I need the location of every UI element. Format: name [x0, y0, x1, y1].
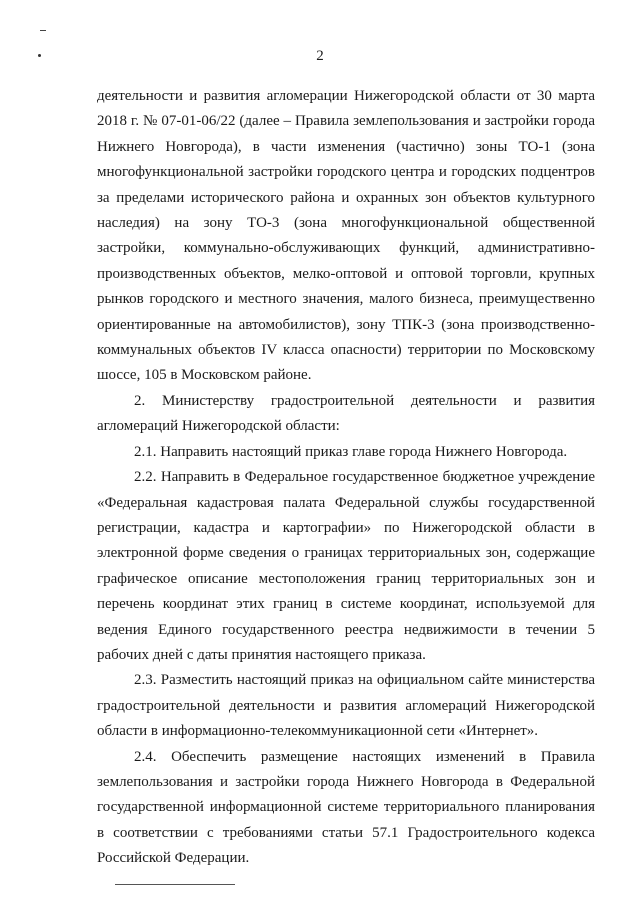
paragraph-continuation: деятельности и развития агломерации Нижегородской области от 30 марта 2018 г. № 07-01-06/22 (далее – Правила землепользования и застройки города Нижнего Новгорода), в части изменения (частично) зоны ТО-1 (зона многофункциональной застройки городского центра и городских подцентров за пределами исторического района и охранных зон объектов культурного наследия) на зону ТО-3 (зона многофункциональной общественной застройки, коммунально-обслуживающих функций, административно-производственных объектов, мелко-оптовой и оптовой торговли, крупных рынков городского и местного значения, малого бизнеса, преимущественно ориентированные на автомобилистов), зону ТПК-3 (зона производственно-коммунальных объектов IV класса опасности) территории по Московскому шоссе, 105 в Московском районе. — [97, 88, 595, 384]
paragraph-item-2: 2. Министерству градостроительной деятельности и развития агломераций Нижегородской области: — [97, 392, 595, 435]
footer-divider — [115, 884, 235, 885]
paragraph-item-2-4: 2.4. Обеспечить размещение настоящих изменений в Правила землепользования и застройки города Нижнего Новгорода в Федеральной государственной информационной системе территориального планирования в соответствии с требованиями статьи 57.1 Градостроительного кодекса Российской Федерации. — [97, 748, 595, 867]
paragraph-item-2-1: 2.1. Направить настоящий приказ главе города Нижнего Новгорода. — [134, 443, 568, 460]
paragraph-item-2-2: 2.2. Направить в Федеральное государственное бюджетное учреждение «Федеральная кадастровая палата Федеральной службы государственной регистрации, кадастра и картографии» по Нижегородской области в электронной форме сведения о границах территориальных зон, содержащие графическое описание местоположения границ территориальных зон и перечень координат этих границ в системе координат, используемой для ведения Единого государственного реестра недвижимости в течении 5 рабочих дней с даты принятия настоящего приказа. — [97, 469, 595, 663]
scan-artifact-dash — [40, 30, 46, 31]
page-number: 2 — [316, 48, 324, 64]
document-body — [97, 84, 595, 872]
paragraph-item-2-3: 2.3. Разместить настоящий приказ на официальном сайте министерства градостроительной деятельности и развития агломераций Нижегородской области в информационно-телекоммуникационной сети «Интернет». — [97, 672, 595, 740]
